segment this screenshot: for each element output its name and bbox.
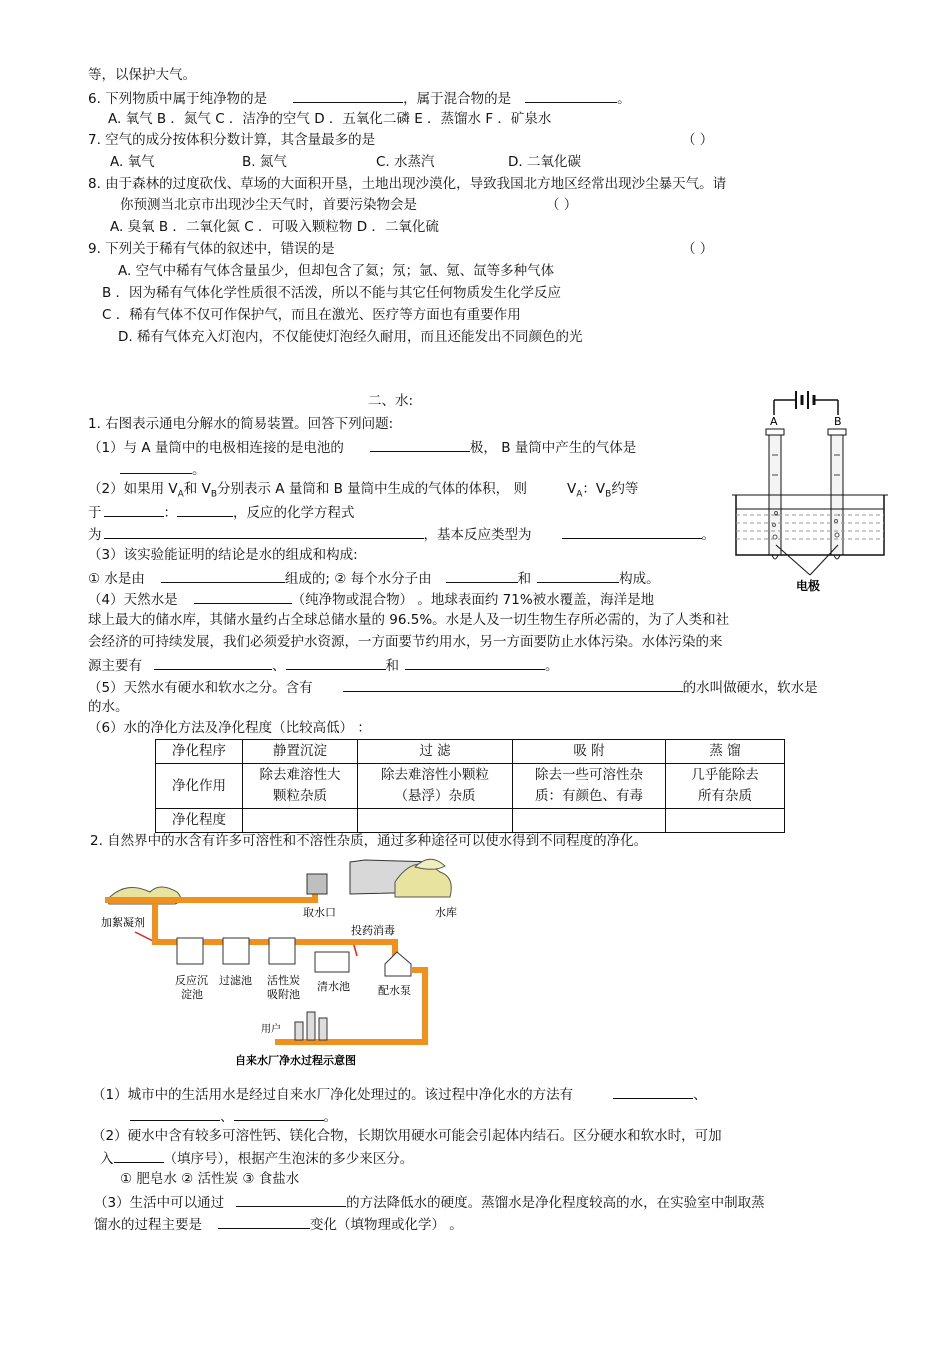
s5-text-a: （5）天然水有硬水和软水之分。含有 [88,680,313,696]
answer-blank[interactable] [537,568,619,583]
water-s5-cont: 的水。 [88,699,129,715]
s3-text-a: ① 水是由 [88,571,145,587]
q6-text-b: ，属于混合物的是 [403,91,512,107]
s2-text-c: 分别表示 A 量筒和 B 量筒中生成的气体的体积， 则 [217,481,527,497]
answer-blank[interactable] [525,88,617,103]
table-cell: 净化作用 [156,764,243,809]
period: 。 [545,658,559,674]
q2-s2-options: ① 肥皂水 ② 活性炭 ③ 食盐水 [120,1171,300,1187]
water-s3-blanks [88,568,660,588]
answer-blank[interactable] [405,655,545,670]
answer-blank[interactable] [104,502,164,517]
water-s2 [88,480,638,504]
tube-a [766,429,784,555]
answer-blank[interactable] [177,502,233,517]
electrode-label: 电极 [796,579,821,593]
label-users: 用户 [261,1024,281,1035]
table-header: 净化程序 [156,740,243,764]
colon: ： [163,505,177,521]
label-pump: 配水泵 [378,984,411,997]
battery-icon [774,391,838,415]
answer-blank[interactable] [130,1106,220,1121]
s5-text-b: 的水叫做硬水，软水是 [682,680,818,696]
answer-blank[interactable] [218,1214,310,1229]
s3-text-d: 构成。 [619,571,660,587]
period: 。 [192,462,206,478]
q2-s2: （2）硬水中含有较多可溶性钙、镁化合物，长期饮用硬水可能会引起体内结石。区分硬水和软水时，可加 [92,1128,722,1144]
label-disinfect: 投药消毒 [351,924,395,937]
answer-blank[interactable] [234,1106,324,1121]
table-cell: 净化程度 [156,809,243,833]
section-title: 二、水: [368,393,414,409]
q8-options: A. 臭氧 B ．二氧化氮 C ．可吸入颗粒物 D ．二氧化硫 [110,219,439,235]
cell-line: 除去难溶性大 [259,767,341,783]
sub-a: A [576,489,583,500]
q9-option-d: D. 稀有气体充入灯泡内，不仅能使灯泡经久耐用，而且还能发出不同颜色的光 [118,329,583,345]
question-6 [88,88,631,108]
water-s4-line3: 会经济的可持续发展，我们必须爱护水资源，一方面要节约用水，另一方面要防止水体污染。水体污染的来 [88,634,723,650]
answer-blank[interactable] [343,677,683,692]
s2-text-i: 于 [88,505,102,521]
electrode-pointers [776,545,838,575]
comma: 、 [272,658,286,674]
s2-text-f: ：V [582,481,606,497]
table-header: 吸 附 [513,740,666,764]
label-settling-2: 淀池 [181,988,203,1001]
label-b: B [834,415,842,428]
q6-options: A. 氧气 B ．氮气 C ．洁净的空气 D ．五氧化二磷 E ．蒸馏水 F ．矿泉水 [108,111,552,127]
cell-line: 除去难溶性小颗粒 [381,767,489,783]
answer-blank[interactable] [161,568,285,583]
s3-text-c: 和 [517,571,532,587]
answer-blank[interactable] [104,524,424,539]
question-8: 8. 由于森林的过度砍伐、草场的大面积开垦，土地出现沙漠化，导致我国北方地区经常出现沙尘暴天气。请 [88,176,727,192]
answer-paren[interactable]: （ ） [682,132,714,148]
q9-option-a: A. 空气中稀有气体含量虽少，但却包含了氦；氖；氩、氪、氙等多种气体 [118,263,555,279]
table-answer-cell[interactable] [243,809,358,833]
question-9: 9. 下列关于稀有气体的叙述中，错误的是 [88,241,335,257]
label-filter: 过滤池 [219,974,252,987]
q7-option-d: D. 二氧化碳 [508,154,581,170]
s3-text-b: 组成的; ② 每个水分子由 [284,571,432,587]
table-header: 静置沉淀 [243,740,358,764]
answer-blank[interactable] [114,1148,164,1163]
q2-s1-cont [130,1106,337,1126]
question-7: 7. 空气的成分按体积分数计算，其含量最多的是 [88,132,376,148]
cell-line: 除去一些可溶性杂 [535,767,643,783]
table-answer-cell[interactable] [358,809,513,833]
q7-option-b: B. 氮气 [242,154,287,170]
q6-text-a: 6. 下列物质中属于纯净物的是 [88,91,268,107]
water-s1 [88,437,636,457]
water-q1: 1. 右图表示通电分解水的简易装置。回答下列问题: [88,416,394,432]
table-row [156,809,785,833]
comma: 、 [693,1087,707,1103]
answer-blank[interactable] [120,459,192,474]
comma: 、 [220,1109,234,1125]
text: 入 [100,1151,114,1167]
q7-option-c: C. 水蒸汽 [376,154,435,170]
buildings-icon [295,1012,327,1040]
sub-b: B [210,489,218,500]
s2-text-j: ，反应的化学方程式 [233,505,355,521]
table-cell [666,764,785,809]
cell-line: 几乎能除去 [691,767,759,783]
electrolysis-apparatus-figure [730,385,890,597]
water-s2-equation [88,524,715,544]
answer-blank[interactable] [293,88,403,103]
text-line: 等，以保护大气。 [88,67,196,83]
s4-text-g: 和 [385,658,399,674]
text: （3）生活中可以通过 [94,1195,225,1211]
q2-s3 [94,1192,765,1212]
label-carbon-1: 活性炭 [267,974,300,987]
water-tank [732,495,888,559]
text: （填序号），根据产生泡沫的多少来区分。 [163,1151,414,1167]
period: 。 [323,1109,337,1125]
s2-text-h: 约等 [611,481,639,497]
answer-blank[interactable] [236,1192,346,1207]
answer-paren[interactable]: （ ） [682,241,714,257]
label-settling-1: 反应沉 [175,974,208,987]
label-coagulant: 加絮凝剂 [101,916,145,929]
water-s5 [88,677,818,697]
answer-blank[interactable] [286,655,386,670]
s2-text-l: ，基本反应类型为 [423,527,532,543]
answer-blank[interactable] [154,655,272,670]
label-a: A [770,415,778,428]
table-cell [358,764,513,809]
cell-line: 质：有颜色、有毒 [535,788,643,804]
water-s4-line2: 球上最大的储水库，其储水量约占全球总储水量的 96.5%。水是人及一切生物生存所必需的，为了人类和社 [88,612,730,628]
text: （1）城市中的生活用水是经过自来水厂净化处理过的。该过程中净化水的方法有 [92,1087,574,1103]
s4-text-a: （4）天然水是 [88,592,178,608]
question-8-cont: 你预测当北京市出现沙尘天气时，首要污染物会是 [120,197,417,213]
purification-table [155,739,785,833]
s2-text-b: 和 V [183,481,211,497]
text: 的方法降低水的硬度。蒸馏水是净化程度较高的水，在实验室中制取蒸 [346,1195,765,1211]
water-s2-cont [88,502,355,522]
q6-text-c: 。 [617,91,631,107]
water-s1-cont [120,459,206,479]
answer-blank[interactable] [446,568,518,583]
label-intake: 取水口 [303,906,336,919]
s4-text-e: 源主要有 [88,658,142,674]
question-2: 2. 自然界中的水含有许多可溶性和不溶性杂质，通过多种途径可以使水得到不同程度的净化。 [90,833,648,849]
answer-paren[interactable]: （ ） [546,197,578,213]
water-s4-line4 [88,655,559,675]
water-s3: （3）该实验能证明的结论是水的组成和构成: [88,547,358,563]
table-answer-cell[interactable] [666,809,785,833]
water-plant-figure [95,852,465,1076]
answer-blank[interactable] [370,437,470,452]
table-header: 蒸 馏 [666,740,785,764]
s2-text-k: 为 [88,527,102,543]
figure-caption: 自来水厂净水过程示意图 [235,1054,356,1067]
text: 变化（填物理或化学） 。 [310,1217,463,1233]
tube-b [828,429,846,555]
q9-option-b: B ．因为稀有气体化学性质很不活泼，所以不能与其它任何物质发生化学反应 [102,285,562,301]
label-reservoir: 水库 [435,906,457,919]
cell-line: 所有杂质 [698,788,752,804]
q9-option-c: C ．稀有气体不仅可作保护气，而且在激光、医疗等方面也有重要作用 [102,307,521,323]
sub-b: B [605,489,612,500]
answer-blank[interactable] [194,589,292,604]
cell-line: （悬浮）杂质 [394,788,476,804]
table-cell [243,764,358,809]
cell-line: 颗粒杂质 [273,788,327,804]
s1-text: （1）与 A 量筒中的电极相连接的是电池的 [88,440,344,456]
s1-text-b: 极， B 量筒中产生的气体是 [469,440,637,456]
q2-s3-cont [94,1214,463,1234]
table-row [156,740,785,764]
label-clear-water: 清水池 [317,980,350,993]
table-header: 过 滤 [358,740,513,764]
intake-icon [307,874,327,894]
table-cell [513,764,666,809]
period: 。 [701,527,715,543]
table-row [156,764,785,809]
water-s4 [88,589,654,609]
q2-s1 [92,1084,707,1104]
s2-text: （2）如果用 V [88,481,178,497]
sub-a: A [177,489,184,500]
answer-blank[interactable] [613,1084,693,1099]
table-answer-cell[interactable] [513,809,666,833]
water-s6: （6）水的净化方法及净化程度（比较高低） ： [88,720,371,736]
q2-s2-cont [100,1148,413,1168]
s2-text-d: V [566,481,577,497]
reservoir-icon [350,859,451,897]
s4-text-b: （纯净物或混合物） 。地球表面约 71%被水覆盖，海洋是地 [291,592,655,608]
q7-option-a: A. 氧气 [110,154,155,170]
label-carbon-2: 吸附池 [267,988,300,1001]
text: 馏水的过程主要是 [94,1217,202,1233]
answer-blank[interactable] [562,524,702,539]
